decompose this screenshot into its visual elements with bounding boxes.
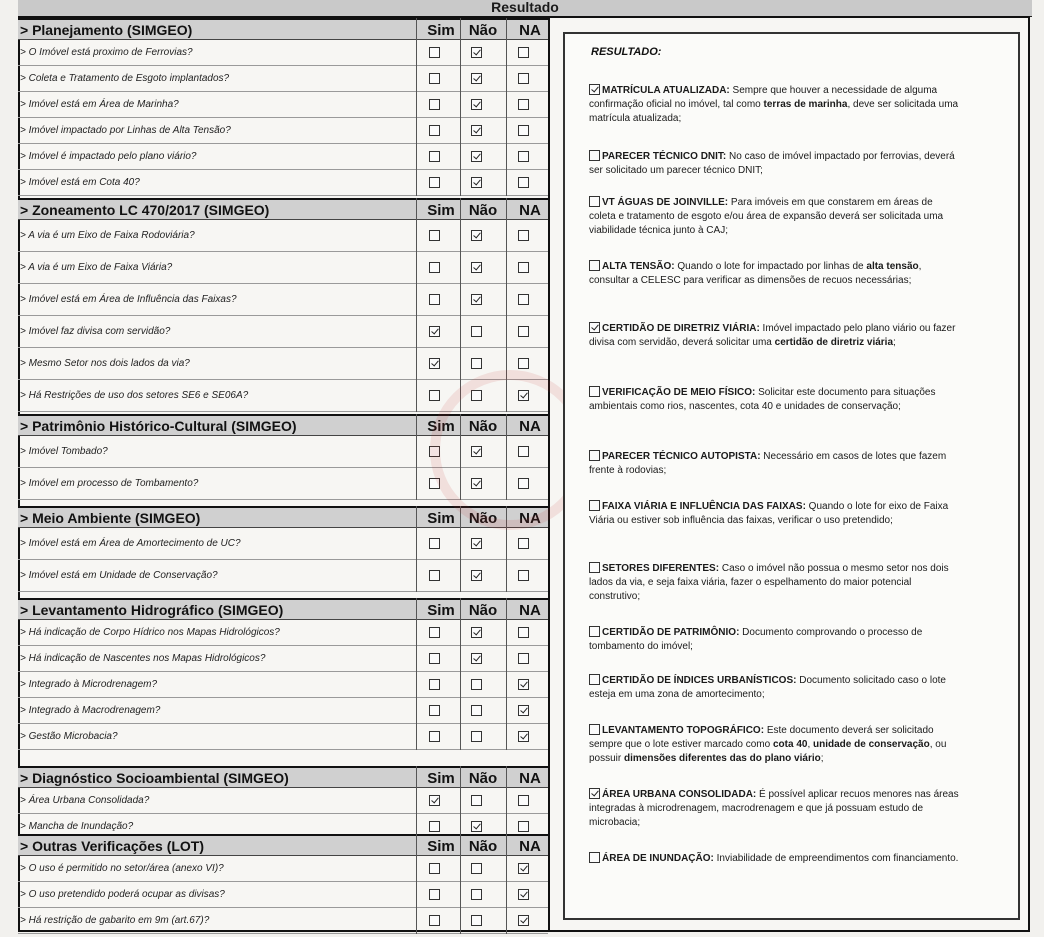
column-divider <box>460 598 461 750</box>
question-row <box>18 908 548 934</box>
column-header-sim: Sim <box>427 202 455 219</box>
column-header-na: NA <box>519 838 541 855</box>
question-label: > Há indicação de Nascentes nos Mapas Hidrológicos? <box>20 653 266 664</box>
column-header-nao: Não <box>468 202 498 219</box>
question-row <box>18 672 548 698</box>
checkbox-sim[interactable] <box>429 358 440 369</box>
question-label: > Mancha de Inundação? <box>20 821 134 832</box>
checkbox-na[interactable] <box>518 326 529 337</box>
checkbox-na[interactable] <box>518 478 529 489</box>
checklist-panel <box>18 18 550 930</box>
checkbox-nao[interactable] <box>471 889 482 900</box>
result-item <box>589 500 959 528</box>
checkbox-sim[interactable] <box>429 538 440 549</box>
question-row <box>18 646 548 672</box>
result-checkbox[interactable] <box>589 562 600 573</box>
checkbox-sim[interactable] <box>429 478 440 489</box>
question-label: > Há restrição de gabarito em 9m (art.67)? <box>20 915 210 926</box>
question-row <box>18 856 548 882</box>
question-row <box>18 144 548 170</box>
question-row <box>18 284 548 316</box>
section-3 <box>18 506 548 592</box>
checkbox-nao[interactable] <box>471 99 482 110</box>
column-header-nao: Não <box>468 418 498 435</box>
checkbox-na[interactable] <box>518 230 529 241</box>
result-checkbox[interactable] <box>589 150 600 161</box>
question-label: > O uso é permitido no setor/área (anexo VI)? <box>20 863 224 874</box>
checkbox-na[interactable] <box>518 705 529 716</box>
checkbox-sim[interactable] <box>429 446 440 457</box>
result-checkbox[interactable] <box>589 724 600 735</box>
question-label: > Há indicação de Corpo Hídrico nos Mapas Hidrológicos? <box>20 627 280 638</box>
column-divider <box>460 834 461 934</box>
column-divider <box>460 506 461 592</box>
question-label: > Imóvel está em Unidade de Conservação? <box>20 570 218 581</box>
result-checkbox[interactable] <box>589 788 600 799</box>
column-header-na: NA <box>519 22 541 39</box>
question-label: > Imóvel impactado por Linhas de Alta Tensão? <box>20 125 231 136</box>
column-divider <box>506 598 507 750</box>
checkbox-nao[interactable] <box>471 570 482 581</box>
result-item-text: CERTIDÃO DE DIRETRIZ VIÁRIA: Imóvel impactado pelo plano viário ou fazer divisa com servidão, deverá solicitar uma certidão de diretriz viária; <box>589 323 956 348</box>
question-row <box>18 468 548 500</box>
column-divider <box>506 198 507 412</box>
checkbox-na[interactable] <box>518 538 529 549</box>
checkbox-nao[interactable] <box>471 863 482 874</box>
result-item-text: FAIXA VIÁRIA E INFLUÊNCIA DAS FAIXAS: Quando o lote for eixo de Faixa Viária ou estiver sob influência das faixas, verificar o uso pretendido; <box>589 501 949 526</box>
checkbox-na[interactable] <box>518 151 529 162</box>
checkbox-sim[interactable] <box>429 679 440 690</box>
checkbox-na[interactable] <box>518 731 529 742</box>
checkbox-sim[interactable] <box>429 294 440 305</box>
checkbox-sim[interactable] <box>429 705 440 716</box>
checkbox-nao[interactable] <box>471 177 482 188</box>
result-item <box>589 196 959 238</box>
checkbox-na[interactable] <box>518 177 529 188</box>
section-header <box>18 18 548 40</box>
result-item <box>589 84 959 126</box>
checkbox-nao[interactable] <box>471 538 482 549</box>
question-row <box>18 118 548 144</box>
result-title: RESULTADO: <box>591 46 662 58</box>
column-header-na: NA <box>519 770 541 787</box>
checkbox-sim[interactable] <box>429 230 440 241</box>
checkbox-sim[interactable] <box>429 47 440 58</box>
section-title: > Levantamento Hidrográfico (SIMGEO) <box>20 602 284 618</box>
checkbox-sim[interactable] <box>429 151 440 162</box>
question-row <box>18 560 548 592</box>
result-item <box>589 450 959 478</box>
section-header <box>18 834 548 856</box>
checkbox-sim[interactable] <box>429 570 440 581</box>
result-item <box>589 852 959 866</box>
result-item <box>589 150 959 178</box>
result-item-text: VERIFICAÇÃO DE MEIO FÍSICO: Solicitar este documento para situações ambientais como rios, nascentes, cota 40 e unidades de conservação; <box>589 387 936 412</box>
column-divider <box>416 834 417 934</box>
result-item <box>589 626 959 654</box>
checkbox-nao[interactable] <box>471 125 482 136</box>
section-4 <box>18 598 548 750</box>
checkbox-na[interactable] <box>518 627 529 638</box>
section-6 <box>18 834 548 934</box>
column-header-sim: Sim <box>427 510 455 527</box>
result-item-text: ÁREA URBANA CONSOLIDADA: É possível aplicar recuos menores nas áreas integradas à microdrenagem, macrodrenagem e que já possuam estudo de microbacia; <box>589 789 959 828</box>
question-label: > Gestão Microbacia? <box>20 731 118 742</box>
result-item-text: ALTA TENSÃO: Quando o lote for impactado por linhas de alta tensão, consultar a CELESC para verificar as dimensões de recuos necessárias; <box>589 261 922 286</box>
checkbox-sim[interactable] <box>429 627 440 638</box>
result-item-text: CERTIDÃO DE PATRIMÔNIO: Documento comprovando o processo de tombamento do imóvel; <box>589 627 923 652</box>
question-row <box>18 620 548 646</box>
column-divider <box>460 414 461 500</box>
question-row <box>18 170 548 196</box>
checkbox-na[interactable] <box>518 889 529 900</box>
column-divider <box>506 766 507 840</box>
question-row <box>18 788 548 814</box>
question-label: > O Imóvel está proximo de Ferrovias? <box>20 47 193 58</box>
checkbox-na[interactable] <box>518 73 529 84</box>
question-row <box>18 882 548 908</box>
question-label: > Imóvel está em Área de Amortecimento de UC? <box>20 538 241 549</box>
checkbox-nao[interactable] <box>471 358 482 369</box>
question-label: > A via é um Eixo de Faixa Rodoviária? <box>20 230 195 241</box>
result-item <box>589 260 959 288</box>
result-item-text: PARECER TÉCNICO DNIT: No caso de imóvel impactado por ferrovias, deverá ser solicitado um parecer técnico DNIT; <box>589 151 955 176</box>
column-header-nao: Não <box>468 22 498 39</box>
column-divider <box>416 506 417 592</box>
column-divider <box>460 198 461 412</box>
column-divider <box>416 598 417 750</box>
column-divider <box>416 766 417 840</box>
question-row <box>18 698 548 724</box>
checkbox-nao[interactable] <box>471 326 482 337</box>
question-label: > Coleta e Tratamento de Esgoto implantados? <box>20 73 230 84</box>
question-row <box>18 92 548 118</box>
result-item-text: SETORES DIFERENTES: Caso o imóvel não possua o mesmo setor nos dois lados da via, e seja faixa viária, fazer o espelhamento do maior potencial construtivo; <box>589 563 949 602</box>
result-checkbox[interactable] <box>589 500 600 511</box>
column-header-sim: Sim <box>427 22 455 39</box>
result-checkbox[interactable] <box>589 626 600 637</box>
column-divider <box>460 18 461 196</box>
checkbox-na[interactable] <box>518 653 529 664</box>
question-row <box>18 436 548 468</box>
checkbox-sim[interactable] <box>429 863 440 874</box>
checkbox-sim[interactable] <box>429 73 440 84</box>
result-checkbox[interactable] <box>589 322 600 333</box>
checkbox-nao[interactable] <box>471 47 482 58</box>
section-header <box>18 766 548 788</box>
result-checkbox[interactable] <box>589 84 600 95</box>
question-label: > Há Restrições de uso dos setores SE6 e SE06A? <box>20 390 249 401</box>
result-header: Resultado <box>18 0 1032 17</box>
checkbox-na[interactable] <box>518 358 529 369</box>
question-row <box>18 66 548 92</box>
section-title: > Planejamento (SIMGEO) <box>20 22 193 38</box>
column-divider <box>460 766 461 840</box>
question-row <box>18 724 548 750</box>
checkbox-nao[interactable] <box>471 653 482 664</box>
column-header-na: NA <box>519 418 541 435</box>
checkbox-na[interactable] <box>518 679 529 690</box>
column-divider <box>416 198 417 412</box>
checkbox-sim[interactable] <box>429 390 440 401</box>
checkbox-na[interactable] <box>518 795 529 806</box>
checkbox-na[interactable] <box>518 125 529 136</box>
column-header-sim: Sim <box>427 602 455 619</box>
column-header-sim: Sim <box>427 418 455 435</box>
question-label: > Integrado à Microdrenagem? <box>20 679 158 690</box>
section-title: > Patrimônio Histórico-Cultural (SIMGEO) <box>20 418 297 434</box>
checkbox-sim[interactable] <box>429 915 440 926</box>
checkbox-na[interactable] <box>518 47 529 58</box>
question-label: > O uso pretendido poderá ocupar as divisas? <box>20 889 225 900</box>
result-item <box>589 724 959 766</box>
checkbox-sim[interactable] <box>429 326 440 337</box>
result-item <box>589 562 959 604</box>
section-5 <box>18 766 548 840</box>
question-label: > Integrado à Macrodrenagem? <box>20 705 161 716</box>
column-divider <box>506 834 507 934</box>
question-label: > Área Urbana Consolidada? <box>20 795 150 806</box>
checkbox-sim[interactable] <box>429 889 440 900</box>
question-label: > Imóvel está em Área de Influência das Faixas? <box>20 294 237 305</box>
checkbox-nao[interactable] <box>471 795 482 806</box>
result-checkbox[interactable] <box>589 674 600 685</box>
result-item-text: ÁREA DE INUNDAÇÃO: Inviabilidade de empreendimentos com financiamento. <box>602 853 959 864</box>
result-checkbox[interactable] <box>589 450 600 461</box>
checkbox-na[interactable] <box>518 262 529 273</box>
result-item <box>589 674 959 702</box>
section-title: > Diagnóstico Socioambiental (SIMGEO) <box>20 770 289 786</box>
section-header <box>18 506 548 528</box>
question-row <box>18 348 548 380</box>
question-label: > Imóvel é impactado pelo plano viário? <box>20 151 197 162</box>
question-label: > Imóvel faz divisa com servidão? <box>20 326 171 337</box>
result-item <box>589 386 959 414</box>
section-1 <box>18 198 548 412</box>
section-header <box>18 598 548 620</box>
result-item-text: CERTIDÃO DE ÍNDICES URBANÍSTICOS: Documento solicitado caso o lote esteja em uma zona de amortecimento; <box>589 675 946 700</box>
question-label: > Mesmo Setor nos dois lados da via? <box>20 358 190 369</box>
column-header-nao: Não <box>468 770 498 787</box>
result-checkbox[interactable] <box>589 260 600 271</box>
column-header-nao: Não <box>468 602 498 619</box>
checkbox-sim[interactable] <box>429 125 440 136</box>
checkbox-sim[interactable] <box>429 177 440 188</box>
column-header-na: NA <box>519 510 541 527</box>
checkbox-nao[interactable] <box>471 294 482 305</box>
result-item-text: PARECER TÉCNICO AUTOPISTA: Necessário em casos de lotes que fazem frente à rodovias; <box>589 451 947 476</box>
checkbox-na[interactable] <box>518 390 529 401</box>
checkbox-nao[interactable] <box>471 390 482 401</box>
question-row <box>18 380 548 412</box>
checkbox-sim[interactable] <box>429 653 440 664</box>
question-label: > Imóvel Tombado? <box>20 446 108 457</box>
checkbox-sim[interactable] <box>429 795 440 806</box>
column-header-nao: Não <box>468 510 498 527</box>
checkbox-nao[interactable] <box>471 151 482 162</box>
checkbox-sim[interactable] <box>429 99 440 110</box>
question-row <box>18 40 548 66</box>
checkbox-nao[interactable] <box>471 705 482 716</box>
result-checkbox[interactable] <box>589 852 600 863</box>
column-header-na: NA <box>519 202 541 219</box>
section-title: > Outras Verificações (LOT) <box>20 838 205 854</box>
column-divider <box>506 414 507 500</box>
column-header-sim: Sim <box>427 770 455 787</box>
question-row <box>18 252 548 284</box>
column-divider <box>506 506 507 592</box>
result-item-text: VT ÁGUAS DE JOINVILLE: Para imóveis em que constarem em áreas de coleta e tratamento de esgoto e/ou área de expansão deverá ser solicitada uma viabilidade técnica junto à CAJ; <box>589 197 944 236</box>
checkbox-na[interactable] <box>518 446 529 457</box>
result-item-text: LEVANTAMENTO TOPOGRÁFICO: Este documento deverá ser solicitado sempre que o lote estiver marcado como cota 40, unidade de conservação, ou possuir dimensões diferentes das do plano viário; <box>589 725 947 764</box>
checkbox-nao[interactable] <box>471 73 482 84</box>
section-title: > Zoneamento LC 470/2017 (SIMGEO) <box>20 202 270 218</box>
column-header-nao: Não <box>468 838 498 855</box>
result-checkbox[interactable] <box>589 386 600 397</box>
question-label: > Imóvel está em Área de Marinha? <box>20 99 179 110</box>
section-header <box>18 414 548 436</box>
question-row <box>18 316 548 348</box>
checkbox-na[interactable] <box>518 99 529 110</box>
checkbox-nao[interactable] <box>471 262 482 273</box>
section-header <box>18 198 548 220</box>
checkbox-na[interactable] <box>518 294 529 305</box>
section-title: > Meio Ambiente (SIMGEO) <box>20 510 201 526</box>
checkbox-nao[interactable] <box>471 679 482 690</box>
result-panel <box>563 32 1020 920</box>
checkbox-na[interactable] <box>518 863 529 874</box>
question-label: > Imóvel em processo de Tombamento? <box>20 478 199 489</box>
column-header-sim: Sim <box>427 838 455 855</box>
checkbox-nao[interactable] <box>471 731 482 742</box>
checkbox-nao[interactable] <box>471 915 482 926</box>
result-item <box>589 788 959 830</box>
checkbox-na[interactable] <box>518 570 529 581</box>
column-divider <box>416 18 417 196</box>
question-label: > A via é um Eixo de Faixa Viária? <box>20 262 173 273</box>
section-0 <box>18 18 548 196</box>
result-item-text: MATRÍCULA ATUALIZADA: Sempre que houver a necessidade de alguma confirmação oficial no imóvel, tal como terras de marinha, deve ser solicitada uma matrícula atualizada; <box>589 85 959 124</box>
checkbox-na[interactable] <box>518 915 529 926</box>
checkbox-sim[interactable] <box>429 262 440 273</box>
column-divider <box>416 414 417 500</box>
checkbox-nao[interactable] <box>471 446 482 457</box>
checkbox-nao[interactable] <box>471 230 482 241</box>
column-divider <box>506 18 507 196</box>
question-label: > Imóvel está em Cota 40? <box>20 177 140 188</box>
checkbox-na[interactable] <box>518 821 529 832</box>
section-2 <box>18 414 548 500</box>
result-item <box>589 322 959 350</box>
question-row <box>18 528 548 560</box>
checkbox-nao[interactable] <box>471 627 482 638</box>
result-checkbox[interactable] <box>589 196 600 207</box>
checkbox-sim[interactable] <box>429 821 440 832</box>
checkbox-nao[interactable] <box>471 478 482 489</box>
question-row <box>18 220 548 252</box>
checkbox-sim[interactable] <box>429 731 440 742</box>
checkbox-nao[interactable] <box>471 821 482 832</box>
column-header-na: NA <box>519 602 541 619</box>
